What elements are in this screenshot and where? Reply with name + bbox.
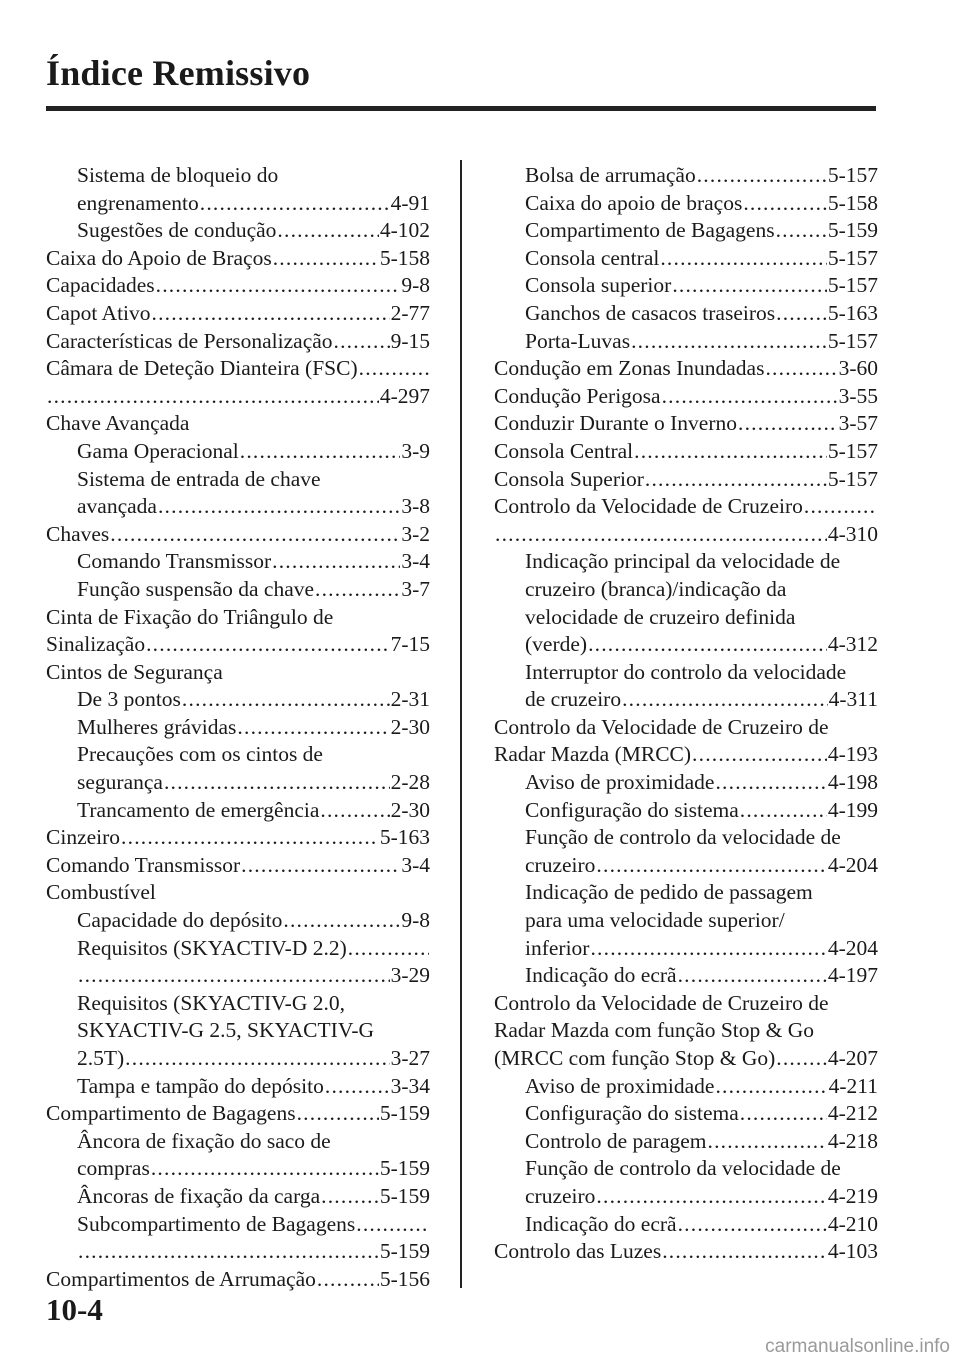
index-entry [494, 521, 878, 549]
entry-text: Cinzeiro [46, 825, 121, 850]
column-divider [460, 160, 462, 1288]
page-reference: 2-28 [390, 770, 430, 795]
page-reference: 4-193 [827, 742, 878, 767]
dot-leader [645, 466, 827, 494]
index-entry [46, 659, 430, 687]
entry-text: Condução em Zonas Inundadas [494, 356, 765, 381]
entry-text: Caixa do Apoio de Braços [46, 245, 272, 270]
index-entry [46, 1128, 430, 1156]
index-entry [46, 328, 430, 356]
index-entry [494, 438, 878, 466]
entry-text: Caixa do apoio de braços [525, 190, 743, 215]
page-reference: 4-204 [827, 935, 878, 960]
dot-leader [765, 355, 837, 383]
dot-leader [590, 935, 826, 963]
page-reference: 4-199 [827, 797, 878, 822]
page-reference: 5-157 [827, 328, 878, 353]
dot-leader [273, 245, 379, 273]
entry-text: Consola superior [525, 273, 672, 298]
dot-leader [708, 1128, 827, 1156]
index-entry [46, 190, 430, 218]
index-entry [46, 907, 430, 935]
page-reference: 4-91 [390, 190, 430, 215]
page-reference: 9-8 [401, 908, 430, 933]
page-reference: 5-157 [827, 245, 878, 270]
index-column-right [494, 162, 878, 1266]
index-entry [46, 548, 430, 576]
dot-leader [588, 631, 827, 659]
dot-leader [804, 493, 877, 521]
index-entry [494, 245, 878, 273]
page-reference: 5-159 [827, 218, 878, 243]
entry-text: cruzeiro [525, 852, 596, 877]
entry-text: Requisitos (SKYACTIV-D 2.2) [77, 935, 347, 960]
page-reference: 4-207 [827, 1046, 878, 1070]
dot-leader [334, 328, 390, 356]
page-reference: 5-158 [827, 190, 878, 215]
entry-text: Comando Transmissor [46, 852, 241, 877]
page-reference: 3-57 [838, 411, 878, 436]
index-entry [494, 604, 878, 632]
dot-leader [182, 686, 390, 714]
entry-text: SKYACTIV-G 2.5, SKYACTIV-G [77, 1018, 375, 1043]
entry-text: Trancamento de emergência [77, 797, 320, 822]
index-entry [46, 1183, 430, 1211]
dot-leader [596, 1183, 826, 1211]
entry-text: Câmara de Deteção Dianteira (FSC) [46, 356, 358, 381]
index-entry [46, 521, 430, 549]
page-reference: 3-9 [401, 438, 430, 463]
dot-leader [697, 162, 827, 190]
index-entry [494, 990, 878, 1018]
index-entry [494, 217, 878, 245]
entry-text: Condução Perigosa [494, 383, 661, 408]
index-entry [494, 741, 878, 769]
index-entry [46, 1017, 430, 1045]
dot-leader [662, 1238, 827, 1266]
page-reference: 3-60 [838, 356, 878, 381]
entry-text: Controlo das Luzes [494, 1239, 662, 1264]
index-entry [494, 935, 878, 963]
title-rule [46, 106, 876, 111]
page-reference: 2-31 [390, 687, 430, 712]
entry-text: Características de Personalização [46, 328, 333, 353]
page-reference: 3-55 [838, 383, 878, 408]
index-entry [46, 797, 430, 825]
index-entry [46, 1238, 430, 1266]
dot-leader [740, 797, 827, 825]
index-entry [46, 1100, 430, 1128]
index-entry [46, 217, 430, 245]
entry-text: Ganchos de casacos traseiros [525, 300, 776, 325]
page-reference: 5-159 [379, 1239, 430, 1264]
dot-leader [359, 355, 429, 383]
entry-text: Controlo de paragem [525, 1128, 707, 1153]
page-reference: 5-157 [827, 438, 878, 463]
dot-leader [776, 300, 827, 328]
index-entry [494, 576, 878, 604]
index-column-left [46, 162, 430, 1293]
dot-leader [272, 548, 400, 576]
page-reference: 4-297 [379, 383, 430, 408]
dot-leader [151, 1155, 379, 1183]
page-reference: 2-77 [390, 300, 430, 325]
entry-text: Radar Mazda com função Stop & Go [494, 1018, 815, 1043]
index-entry [46, 962, 430, 990]
entry-text: Aviso de proximidade [525, 1073, 715, 1098]
index-entry [494, 548, 878, 576]
dot-leader [320, 797, 389, 825]
entry-text: Precauções com os cintos de [77, 742, 323, 767]
index-entry [46, 604, 430, 632]
entry-text: Consola central [525, 245, 660, 270]
entry-text: avançada [77, 494, 157, 519]
entry-text: Consola Superior [494, 466, 644, 491]
index-entry [494, 1073, 878, 1101]
page-reference: 3-8 [401, 494, 430, 519]
page-reference: 5-159 [379, 1183, 430, 1208]
page-reference: 4-212 [827, 1101, 878, 1126]
dot-leader [622, 686, 828, 714]
entry-text: Função de controlo da velocidade de [525, 825, 841, 850]
entry-text: Aviso de proximidade [525, 770, 715, 795]
dot-leader [743, 190, 827, 218]
index-entry [46, 272, 430, 300]
entry-text: Gama Operacional [77, 438, 239, 463]
dot-leader [356, 1211, 429, 1239]
dot-leader [152, 300, 390, 328]
index-entry [46, 879, 430, 907]
index-entry [46, 162, 430, 190]
entry-text: Comando Transmissor [77, 549, 272, 574]
page-reference: 4-211 [828, 1073, 878, 1098]
entry-text: Interruptor do controlo da velocidade [525, 659, 847, 684]
page-reference: 5-159 [379, 1156, 430, 1181]
dot-leader [495, 521, 827, 549]
entry-text: (MRCC com função Stop & Go) [494, 1046, 776, 1070]
dot-leader [738, 410, 838, 438]
index-entry [494, 466, 878, 494]
index-entry [494, 1183, 878, 1211]
index-entry [494, 797, 878, 825]
dot-leader [740, 1100, 827, 1128]
entry-text: Bolsa de arrumação [525, 163, 696, 187]
index-entry [494, 686, 878, 714]
dot-leader [146, 631, 389, 659]
entry-text: Sistema de entrada de chave [77, 466, 321, 491]
dot-leader [678, 962, 827, 990]
index-entry [494, 1017, 878, 1045]
index-entry [494, 962, 878, 990]
entry-text: Controlo da Velocidade de Cruzeiro de [494, 714, 829, 739]
dot-leader [297, 1100, 379, 1128]
index-entry [494, 272, 878, 300]
page-reference: 5-156 [379, 1266, 430, 1291]
dot-leader [715, 769, 826, 797]
entry-text: Compartimento de Bagagens [46, 1101, 296, 1126]
entry-text: (verde) [525, 632, 588, 657]
dot-leader [348, 935, 429, 963]
dot-leader [692, 741, 827, 769]
entry-text: Chaves [46, 521, 110, 546]
dot-leader [121, 824, 379, 852]
entry-text: Cinta de Fixação do Triângulo de [46, 604, 334, 629]
index-entry [494, 300, 878, 328]
page-reference: 3-4 [401, 852, 430, 877]
page-reference: 4-198 [827, 770, 878, 795]
dot-leader [47, 383, 379, 411]
entry-text: Função suspensão da chave [77, 576, 315, 601]
index-entry [494, 162, 878, 190]
entry-text: Chave Avançada [46, 411, 190, 436]
index-entry [46, 410, 430, 438]
entry-text: Indicação de pedido de passagem [525, 880, 813, 905]
dot-leader [78, 962, 390, 990]
index-entry [494, 1155, 878, 1183]
index-entry [46, 714, 430, 742]
index-entry [494, 493, 878, 521]
dot-leader [776, 217, 827, 245]
page-reference: 9-8 [401, 273, 430, 298]
page-reference: 4-312 [827, 632, 878, 657]
entry-text: inferior [525, 935, 590, 960]
page-reference: 3-2 [401, 521, 430, 546]
index-entry [494, 1238, 878, 1266]
index-entry [46, 1073, 430, 1101]
entry-text: Capacidade do depósito [77, 908, 283, 933]
entry-text: Tampa e tampão do depósito [77, 1073, 324, 1098]
entry-text: para uma velocidade superior/ [525, 908, 785, 933]
entry-text: Radar Mazda (MRCC) [494, 742, 692, 767]
dot-leader [596, 852, 826, 880]
index-entry [46, 576, 430, 604]
dot-leader [241, 852, 400, 880]
entry-text: Capacidades [46, 273, 155, 298]
index-entry [494, 410, 878, 438]
dot-leader [631, 328, 827, 356]
dot-leader [715, 1073, 827, 1101]
entry-text: Sugestões de condução [77, 218, 277, 243]
dot-leader [237, 714, 389, 742]
entry-text: segurança [77, 770, 163, 795]
entry-text: Sistema de bloqueio do [77, 163, 279, 187]
page-reference: 3-4 [401, 549, 430, 574]
dot-leader [662, 383, 838, 411]
entry-text: Indicação principal da velocidade de [525, 549, 841, 574]
page-reference: 5-157 [827, 466, 878, 491]
index-entry [46, 741, 430, 769]
page-reference: 2-30 [390, 714, 430, 739]
dot-leader [283, 907, 400, 935]
index-entry [494, 852, 878, 880]
index-entry [494, 1100, 878, 1128]
entry-text: Sinalização [46, 632, 146, 657]
page-reference: 5-157 [827, 273, 878, 298]
page-reference: 4-218 [827, 1128, 878, 1153]
entry-text: engrenamento [77, 190, 199, 215]
entry-text: cruzeiro (branca)/indicação da [525, 576, 787, 601]
entry-text: Compartimentos de Arrumação [46, 1266, 316, 1291]
index-entry [46, 686, 430, 714]
page-reference: 9-15 [390, 328, 430, 353]
entry-text: Configuração do sistema [525, 797, 739, 822]
entry-text: Controlo da Velocidade de Cruzeiro [494, 494, 803, 519]
entry-text: Capot Ativo [46, 300, 151, 325]
entry-text: Subcompartimento de Bagagens [77, 1211, 356, 1236]
index-entry [494, 1045, 878, 1073]
dot-leader [240, 438, 401, 466]
entry-text: velocidade de cruzeiro definida [525, 604, 796, 629]
dot-leader [277, 217, 378, 245]
watermark: carmanualsonline.info [765, 1336, 950, 1357]
index-entry [46, 824, 430, 852]
dot-leader [78, 1238, 379, 1266]
entry-text: Âncoras de fixação da carga [77, 1183, 321, 1208]
index-entry [46, 631, 430, 659]
page-number: 10-4 [46, 1292, 103, 1327]
index-entry [494, 631, 878, 659]
dot-leader [325, 1073, 390, 1101]
dot-leader [634, 438, 827, 466]
dot-leader [678, 1211, 827, 1239]
index-entry [46, 1155, 430, 1183]
page-reference: 7-15 [390, 632, 430, 657]
index-entry [46, 466, 430, 494]
entry-text: Requisitos (SKYACTIV-G 2.0, [77, 990, 345, 1015]
index-entry [46, 493, 430, 521]
dot-leader [776, 1045, 827, 1073]
page-reference: 5-158 [379, 245, 430, 270]
page-reference: 4-103 [827, 1239, 878, 1264]
entry-text: Indicação do ecrã [525, 1211, 677, 1236]
index-entry [494, 879, 878, 907]
page-reference: 4-210 [827, 1211, 878, 1236]
entry-text: Mulheres grávidas [77, 714, 237, 739]
dot-leader [164, 769, 390, 797]
dot-leader [317, 1266, 379, 1294]
entry-text: Função de controlo da velocidade de [525, 1156, 841, 1181]
dot-leader [110, 521, 400, 549]
page-reference: 4-102 [379, 218, 430, 243]
entry-text: Cintos de Segurança [46, 659, 223, 684]
entry-text: Consola Central [494, 438, 634, 463]
page-reference: 5-163 [379, 825, 430, 850]
page-reference: 2-30 [390, 797, 430, 822]
dot-leader [315, 576, 400, 604]
entry-text: De 3 pontos [77, 687, 181, 712]
entry-text: Conduzir Durante o Inverno [494, 411, 737, 436]
page-reference: 5-163 [827, 300, 878, 325]
index-entry [46, 383, 430, 411]
index-entry [494, 769, 878, 797]
page-reference: 4-204 [827, 852, 878, 877]
page-reference: 3-7 [401, 576, 430, 601]
entry-text: Indicação do ecrã [525, 963, 677, 988]
index-entry [494, 659, 878, 687]
entry-text: Âncora de fixação do saco de [77, 1128, 331, 1153]
index-entry [494, 1211, 878, 1239]
page-reference: 5-157 [827, 163, 878, 187]
page-reference: 3-27 [390, 1046, 430, 1070]
index-entry [46, 245, 430, 273]
index-entry [494, 383, 878, 411]
entry-text: cruzeiro [525, 1183, 596, 1208]
index-entry [494, 714, 878, 742]
entry-text: compras [77, 1156, 150, 1181]
index-entry [46, 438, 430, 466]
index-entry [494, 355, 878, 383]
page-reference: 4-197 [827, 963, 878, 988]
index-entry [494, 1128, 878, 1156]
index-entry [494, 190, 878, 218]
index-entry [46, 355, 430, 383]
index-entry [494, 907, 878, 935]
entry-text: 2.5T) [77, 1046, 125, 1070]
entry-text: de cruzeiro [525, 687, 622, 712]
entry-text: Controlo da Velocidade de Cruzeiro de [494, 990, 829, 1015]
entry-text: Combustível [46, 880, 156, 905]
index-entry [494, 824, 878, 852]
index-entry [494, 328, 878, 356]
dot-leader [321, 1183, 379, 1211]
entry-text: Compartimento de Bagagens [525, 218, 775, 243]
index-entry [46, 300, 430, 328]
page-reference: 4-310 [827, 521, 878, 546]
page-reference: 3-34 [390, 1073, 430, 1098]
index-entry [46, 1211, 430, 1239]
dot-leader [158, 493, 400, 521]
page-reference: 3-29 [390, 963, 430, 988]
dot-leader [660, 245, 826, 273]
index-entry [46, 1045, 430, 1073]
dot-leader [672, 272, 827, 300]
index-entry [46, 769, 430, 797]
index-entry [46, 990, 430, 1018]
entry-text: Configuração do sistema [525, 1101, 739, 1126]
index-entry [46, 852, 430, 880]
page-reference: 4-311 [828, 687, 878, 712]
dot-leader [156, 272, 401, 300]
index-entry [46, 1266, 430, 1294]
entry-text: Porta-Luvas [525, 328, 631, 353]
dot-leader [200, 190, 390, 218]
page-reference: 5-159 [379, 1101, 430, 1126]
page-reference: 4-219 [827, 1183, 878, 1208]
index-entry [46, 935, 430, 963]
page-title: Índice Remissivo [46, 53, 311, 93]
dot-leader [125, 1045, 389, 1073]
